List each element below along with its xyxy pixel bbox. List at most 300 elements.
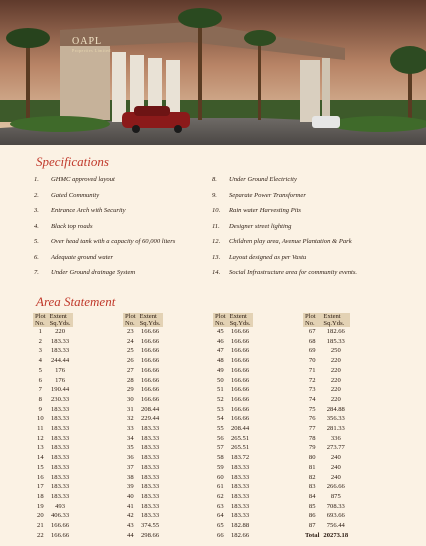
plot-no-cell: 16 — [37, 473, 44, 481]
plot-no-cell: 40 — [127, 492, 134, 500]
spec-text: Adequate ground water — [51, 253, 114, 261]
plot-no-cell: 81 — [308, 463, 316, 471]
table-row — [33, 327, 73, 337]
extent-cell: 183.33 — [141, 454, 160, 462]
spec-text: Separate Power Transformer — [229, 191, 306, 199]
spec-number: 6. — [34, 253, 39, 261]
extent-cell: 166.66 — [231, 395, 250, 403]
extent-cell: 220 — [330, 376, 341, 384]
extent-cell: 190.44 — [51, 386, 70, 394]
table-row — [303, 502, 350, 512]
extent-header: Extent Sq.Yds. — [321, 313, 350, 327]
table-row — [123, 376, 163, 386]
plot-no-cell: 30 — [127, 395, 134, 403]
plot-no-cell: 38 — [127, 473, 134, 481]
extent-cell: 182.88 — [231, 522, 250, 530]
extent-cell: 240 — [330, 463, 341, 471]
extent-cell: 266.66 — [326, 483, 345, 491]
spec-text: Layout designed as per Vastu — [229, 253, 307, 261]
table-row — [213, 385, 253, 395]
extent-cell: 20273.18 — [323, 531, 349, 539]
extent-cell: 284.88 — [326, 405, 345, 413]
table-row — [123, 521, 163, 531]
spec-text: Under Ground drainage System — [51, 269, 136, 276]
extent-cell: 166.66 — [51, 531, 70, 539]
spec-text: Rain water Harvesting Pits — [229, 207, 301, 214]
plot-no-cell: 3 — [38, 347, 42, 355]
extent-cell: 273.77 — [326, 444, 345, 452]
table-row — [303, 443, 350, 453]
table-row — [33, 521, 73, 531]
table-row — [303, 346, 350, 356]
table-row — [123, 502, 163, 512]
extent-cell: 166.66 — [141, 328, 160, 335]
brand-tagline: Properties Limited — [72, 48, 111, 53]
spec-text: Under Ground Electricity — [229, 176, 297, 183]
table-row — [33, 376, 73, 386]
table-row — [33, 443, 73, 453]
spec-item — [34, 176, 212, 192]
table-row — [33, 511, 73, 521]
table-row — [123, 414, 163, 424]
table-row — [123, 482, 163, 492]
extent-cell: 281.33 — [326, 425, 345, 433]
hero-image — [0, 0, 426, 145]
extent-cell: 220 — [330, 395, 341, 403]
plot-no-cell: 14 — [37, 454, 44, 462]
area-table — [303, 313, 350, 540]
table-row — [303, 453, 350, 463]
table-row — [213, 521, 253, 531]
plot-no-cell: 10 — [37, 415, 44, 423]
plot-no-cell: 76 — [308, 415, 316, 423]
table-row — [213, 434, 253, 444]
spec-number: 1. — [34, 176, 39, 183]
plot-no-cell: 61 — [217, 483, 224, 491]
specifications-heading: Specifications — [36, 154, 109, 169]
extent-cell: 166.66 — [231, 366, 250, 374]
table-row — [213, 473, 253, 483]
spec-text: Gated Community — [51, 191, 100, 199]
table-row — [123, 434, 163, 444]
extent-header: Extent Sq.Yds. — [139, 313, 161, 327]
extent-cell: 183.33 — [231, 492, 250, 500]
spec-item — [212, 192, 412, 208]
extent-cell: 374.55 — [141, 522, 160, 530]
table-row — [213, 502, 253, 512]
plot-no-cell: 57 — [217, 444, 224, 452]
extent-cell: 183.33 — [141, 502, 160, 510]
plot-no-cell: 79 — [308, 444, 316, 452]
plot-no-header: Plot No. — [215, 313, 226, 327]
extent-cell: 183.33 — [141, 473, 160, 481]
plot-no-cell: 72 — [308, 376, 316, 384]
plot-no-cell: 5 — [38, 366, 42, 374]
table-row — [123, 463, 163, 473]
table-row — [33, 531, 73, 541]
table-row — [123, 473, 163, 483]
spec-text: Black top roads — [51, 222, 93, 230]
spec-text: GHMC approved layout — [51, 176, 115, 183]
spec-number: 9. — [212, 191, 217, 199]
extent-cell: 183.33 — [231, 463, 250, 471]
plot-no-cell: 36 — [127, 454, 134, 462]
table-row — [303, 482, 350, 492]
plot-no-cell: 42 — [127, 512, 134, 520]
extent-cell: 183.33 — [141, 444, 160, 452]
table-row — [123, 366, 163, 376]
extent-cell: 166.66 — [231, 386, 250, 394]
spec-number: 2. — [34, 191, 39, 199]
extent-cell: 183.33 — [231, 502, 250, 510]
entrance-arch-illustration — [0, 0, 426, 145]
plot-no-cell: 60 — [217, 473, 224, 481]
area-table — [33, 313, 73, 540]
extent-cell: 220 — [330, 357, 341, 365]
table-row — [213, 482, 253, 492]
table-row — [213, 366, 253, 376]
table-row — [303, 521, 350, 531]
plot-no-cell: 46 — [217, 337, 224, 345]
plot-no-cell: 58 — [217, 454, 224, 462]
table-row — [303, 511, 350, 521]
plot-no-cell: 31 — [127, 405, 134, 413]
table-row — [33, 482, 73, 492]
table-row — [123, 346, 163, 356]
table-row — [33, 463, 73, 473]
table-row — [33, 385, 73, 395]
extent-cell: 298.66 — [141, 531, 160, 539]
extent-cell: 183.33 — [51, 444, 70, 452]
extent-cell: 708.33 — [326, 502, 345, 510]
extent-cell: 183.33 — [51, 425, 70, 433]
plot-no-cell: 51 — [217, 386, 224, 394]
extent-cell: 265.51 — [231, 444, 250, 452]
extent-cell: 240 — [330, 454, 341, 462]
table-row — [123, 511, 163, 521]
extent-cell: 183.33 — [51, 337, 70, 345]
extent-cell: 265.51 — [231, 434, 250, 442]
plot-no-cell: 1 — [38, 328, 42, 335]
plot-no-cell: 41 — [127, 502, 134, 510]
table-row — [213, 414, 253, 424]
spec-number: 3. — [34, 207, 39, 214]
spec-item — [34, 207, 212, 223]
extent-cell: 176 — [55, 366, 66, 374]
table-row — [33, 405, 73, 415]
brand-name: OAPL — [72, 36, 103, 47]
plot-no-cell: 27 — [127, 366, 134, 374]
plot-no-cell: 54 — [217, 415, 224, 423]
table-row — [213, 463, 253, 473]
plot-no-cell: Total — [305, 531, 320, 539]
plot-no-cell: 68 — [308, 337, 316, 345]
plot-no-cell: 67 — [308, 328, 316, 335]
extent-cell: 493 — [55, 502, 66, 510]
plot-no-cell: 37 — [127, 463, 134, 471]
plot-no-cell: 34 — [127, 434, 134, 442]
spec-item — [34, 192, 212, 208]
extent-cell: 183.33 — [141, 512, 160, 520]
area-table — [123, 313, 163, 540]
plot-no-cell: 24 — [127, 337, 134, 345]
specifications-left-column — [34, 176, 212, 285]
plot-no-cell: 4 — [38, 357, 42, 365]
spec-number: 12. — [212, 238, 221, 245]
extent-cell: 183.33 — [141, 434, 160, 442]
spec-text: Entrance Arch with Security — [51, 207, 126, 214]
plot-no-cell: 87 — [308, 522, 316, 530]
plot-no-cell: 53 — [217, 405, 224, 413]
spec-number: 8. — [212, 176, 217, 183]
spec-item — [34, 238, 212, 254]
table-row — [33, 366, 73, 376]
extent-header: Extent Sq.Yds. — [229, 313, 251, 327]
extent-cell: 183.33 — [51, 347, 70, 355]
plot-no-cell: 19 — [37, 502, 44, 510]
extent-cell: 406.33 — [51, 512, 70, 520]
extent-cell: 244.44 — [51, 357, 70, 365]
spec-item — [34, 223, 212, 239]
table-row — [303, 424, 350, 434]
table-row — [123, 405, 163, 415]
extent-cell: 176 — [55, 376, 66, 384]
plot-no-cell: 71 — [308, 366, 316, 374]
table-row — [123, 337, 163, 347]
table-row — [303, 434, 350, 444]
table-row — [33, 356, 73, 366]
plot-no-cell: 6 — [38, 376, 42, 384]
table-row — [303, 385, 350, 395]
table-row — [123, 443, 163, 453]
extent-cell: 166.66 — [231, 347, 250, 355]
extent-cell: 220 — [330, 366, 341, 374]
table-row — [213, 453, 253, 463]
table-row — [213, 531, 253, 541]
plot-no-cell: 20 — [37, 512, 44, 520]
spec-number: 4. — [34, 222, 39, 230]
brand-logo — [72, 36, 111, 53]
table-row — [303, 327, 350, 337]
plot-no-cell: 80 — [308, 454, 316, 462]
extent-cell: 336 — [330, 434, 341, 442]
table-row — [213, 492, 253, 502]
table-row — [123, 385, 163, 395]
spec-number: 13. — [212, 253, 221, 261]
specifications-right-column — [212, 176, 412, 285]
spec-item — [212, 207, 412, 223]
plot-no-cell: 47 — [217, 347, 224, 355]
table-row — [33, 337, 73, 347]
extent-cell: 230.33 — [51, 395, 70, 403]
spec-item — [212, 176, 412, 192]
extent-cell: 183.33 — [51, 473, 70, 481]
spec-number: 10. — [212, 207, 221, 214]
table-row — [303, 337, 350, 347]
extent-cell: 183.33 — [231, 483, 250, 491]
extent-cell: 208.44 — [141, 405, 160, 413]
table-row — [33, 434, 73, 444]
extent-cell: 183.33 — [51, 463, 70, 471]
extent-cell: 183.33 — [231, 512, 250, 520]
plot-no-cell: 25 — [127, 347, 134, 355]
plot-no-cell: 86 — [308, 512, 316, 520]
plot-no-cell: 73 — [308, 386, 316, 394]
table-row — [33, 502, 73, 512]
spec-text: Over head tank with a capacity of 60,000 liters — [51, 238, 176, 245]
plot-no-cell: 2 — [38, 337, 42, 345]
table-row — [303, 395, 350, 405]
plot-no-cell: 32 — [127, 415, 134, 423]
extent-cell: 183.33 — [51, 454, 70, 462]
plot-no-cell: 69 — [308, 347, 316, 355]
spec-text: Designer street lighting — [229, 222, 292, 230]
table-row — [33, 473, 73, 483]
table-row — [33, 424, 73, 434]
plot-no-cell: 44 — [127, 531, 134, 539]
plot-no-cell: 18 — [37, 492, 44, 500]
extent-cell: 183.33 — [141, 492, 160, 500]
table-row — [213, 376, 253, 386]
table-row — [213, 511, 253, 521]
table-row — [123, 395, 163, 405]
spec-item — [34, 254, 212, 270]
extent-cell: 208.44 — [231, 425, 250, 433]
plot-no-cell: 75 — [308, 405, 316, 413]
extent-cell: 875 — [330, 492, 341, 500]
spec-item — [212, 254, 412, 270]
plot-no-cell: 17 — [37, 483, 44, 491]
extent-cell: 693.66 — [326, 512, 345, 520]
plot-no-cell: 63 — [217, 502, 224, 510]
table-row — [303, 473, 350, 483]
extent-cell: 183.33 — [141, 425, 160, 433]
table-row — [33, 346, 73, 356]
plot-no-cell: 15 — [37, 463, 44, 471]
plot-no-cell: 59 — [217, 463, 224, 471]
spec-item — [212, 238, 412, 254]
table-row — [213, 356, 253, 366]
spec-number: 14. — [212, 269, 221, 276]
plot-no-cell: 29 — [127, 386, 134, 394]
plot-no-cell: 84 — [308, 492, 316, 500]
table-row — [123, 424, 163, 434]
spec-item — [34, 269, 212, 285]
plot-no-cell: 13 — [37, 444, 44, 452]
plot-no-cell: 64 — [217, 512, 224, 520]
spec-text: Social Infrastructure area for community events. — [229, 269, 358, 276]
plot-no-cell: 50 — [217, 376, 224, 384]
plot-no-cell: 70 — [308, 357, 316, 365]
extent-cell: 166.66 — [231, 376, 250, 384]
table-row — [213, 346, 253, 356]
table-row — [123, 492, 163, 502]
table-row — [213, 395, 253, 405]
table-row — [303, 414, 350, 424]
table-row — [33, 395, 73, 405]
plot-no-cell: 82 — [308, 473, 316, 481]
plot-no-cell: 21 — [37, 522, 44, 530]
extent-cell: 183.72 — [231, 454, 250, 462]
plot-no-cell: 55 — [217, 425, 224, 433]
plot-no-cell: 49 — [217, 366, 224, 374]
extent-cell: 166.66 — [231, 357, 250, 365]
plot-no-cell: 9 — [38, 405, 42, 413]
plot-no-cell: 22 — [37, 531, 44, 539]
spec-text: Children play area, Avenue Plantation & Park — [229, 238, 352, 245]
plot-no-cell: 43 — [127, 522, 134, 530]
spec-item — [212, 269, 412, 285]
table-row — [123, 356, 163, 366]
table-row — [33, 414, 73, 424]
extent-cell: 166.66 — [231, 415, 250, 423]
plot-no-cell: 77 — [308, 425, 316, 433]
table-row — [213, 337, 253, 347]
plot-no-header: Plot No. — [125, 313, 136, 327]
extent-cell: 183.33 — [141, 483, 160, 491]
plot-no-cell: 7 — [38, 386, 42, 394]
extent-cell: 183.33 — [231, 473, 250, 481]
extent-cell: 166.66 — [141, 366, 160, 374]
plot-no-cell: 65 — [217, 522, 224, 530]
extent-cell: 220 — [55, 328, 66, 335]
plot-no-cell: 23 — [127, 328, 134, 335]
plot-no-cell: 45 — [217, 328, 224, 335]
area-table — [213, 313, 253, 540]
plot-no-cell: 83 — [308, 483, 316, 491]
spec-item — [212, 223, 412, 239]
plot-no-cell: 52 — [217, 395, 224, 403]
plot-no-cell: 74 — [308, 395, 316, 403]
extent-cell: 166.66 — [231, 405, 250, 413]
extent-cell: 166.66 — [231, 337, 250, 345]
plot-no-cell: 85 — [308, 502, 316, 510]
extent-cell: 229.44 — [141, 415, 160, 423]
extent-cell: 356.33 — [326, 415, 345, 423]
extent-cell: 250 — [330, 347, 341, 355]
table-row — [33, 453, 73, 463]
extent-cell: 182.66 — [231, 531, 250, 539]
spec-number: 11. — [212, 222, 220, 230]
extent-cell: 166.66 — [141, 395, 160, 403]
table-row — [303, 531, 350, 541]
extent-cell: 166.66 — [231, 328, 250, 335]
spec-number: 7. — [34, 269, 39, 276]
table-row — [213, 405, 253, 415]
plot-no-cell: 33 — [127, 425, 134, 433]
extent-cell: 756.44 — [326, 522, 345, 530]
extent-cell: 183.33 — [51, 434, 70, 442]
plot-no-header: Plot No. — [35, 313, 46, 327]
table-row — [213, 443, 253, 453]
extent-cell: 183.33 — [51, 405, 70, 413]
plot-no-cell: 78 — [308, 434, 316, 442]
extent-cell: 183.33 — [141, 463, 160, 471]
plot-no-cell: 35 — [127, 444, 134, 452]
plot-no-header: Plot No. — [303, 313, 321, 327]
table-row — [213, 327, 253, 337]
plot-no-cell: 28 — [127, 376, 134, 384]
table-row — [303, 463, 350, 473]
extent-cell: 240 — [330, 473, 341, 481]
plot-no-cell: 8 — [38, 395, 42, 403]
extent-cell: 166.66 — [141, 386, 160, 394]
table-row — [123, 327, 163, 337]
plot-no-cell: 48 — [217, 357, 224, 365]
spec-number: 5. — [34, 238, 39, 245]
extent-cell: 166.66 — [51, 522, 70, 530]
table-row — [303, 405, 350, 415]
